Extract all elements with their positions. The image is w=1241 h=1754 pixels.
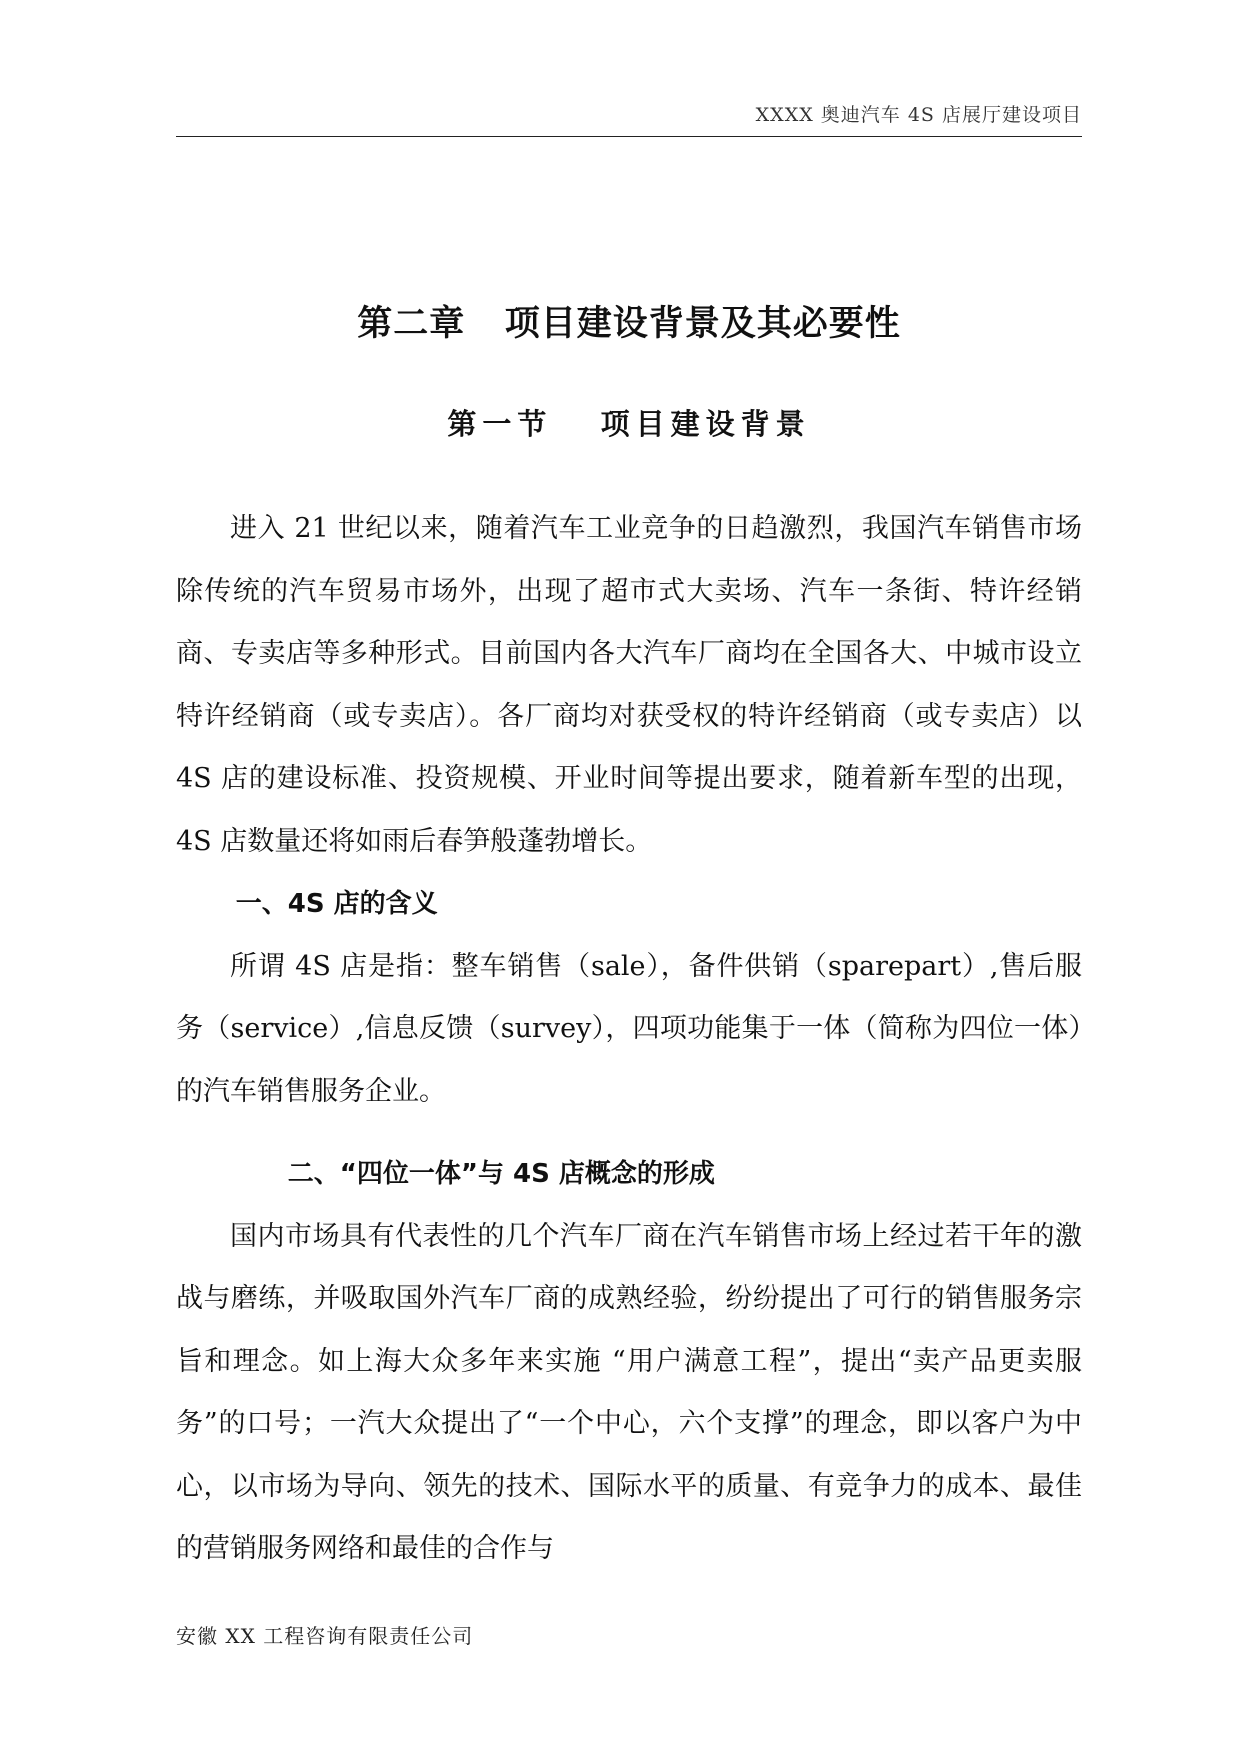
section-title: 第一节 项目建设背景 bbox=[447, 407, 811, 441]
subsection-1-paragraph: 所谓 4S 店是指：整车销售（sale），备件供销（sparepart）,售后服务（service）,信息反馈（survey），四项功能集于一体（简称为四位一体）的汽车销售服务企业。 bbox=[176, 950, 1082, 1107]
subsection-1-heading: 一、4S 店的含义 bbox=[235, 889, 438, 919]
intro-paragraph: 进入 21 世纪以来，随着汽车工业竞争的日趋激烈，我国汽车销售市场除传统的汽车贸易市场外，出现了超市式大卖场、汽车一条街、特许经销商、专卖店等多种形式。目前国内各大汽车厂商均在全国各大、中城市设立特许经销商（或专卖店）。各厂商均对获受权的特许经销商（或专卖店）以 4S 店的建设标准、投资规模、开业时间等提出要求，随着新车型的出现，4S 店数量还将如雨后春笋般蓬勃增长。 bbox=[176, 513, 1082, 857]
header-divider bbox=[176, 136, 1082, 137]
page-footer: 安徽 XX 工程咨询有限责任公司 bbox=[176, 1624, 474, 1648]
chapter-title: 第二章 项目建设背景及其必要性 bbox=[357, 304, 901, 344]
subsection-2-heading: 二、“四位一体”与 4S 店概念的形成 bbox=[287, 1159, 715, 1189]
subsection-2-paragraph: 国内市场具有代表性的几个汽车厂商在汽车销售市场上经过若干年的激战与磨练，并吸取国外汽车厂商的成熟经验，纷纷提出了可行的销售服务宗旨和理念。如上海大众多年来实施 “用户满意工程”，提出“卖产品更卖服务”的口号；一汽大众提出了“一个中心，六个支撑”的理念，即以客户为中心，以市场为导向、领先的技术、国际水平的质量、有竞争力的成本、最佳的营销服务网络和最佳的合作与 bbox=[176, 1220, 1082, 1564]
page-header: XXXX 奥迪汽车 4S 店展厅建设项目 bbox=[755, 104, 1082, 126]
document-body bbox=[176, 498, 1082, 1581]
